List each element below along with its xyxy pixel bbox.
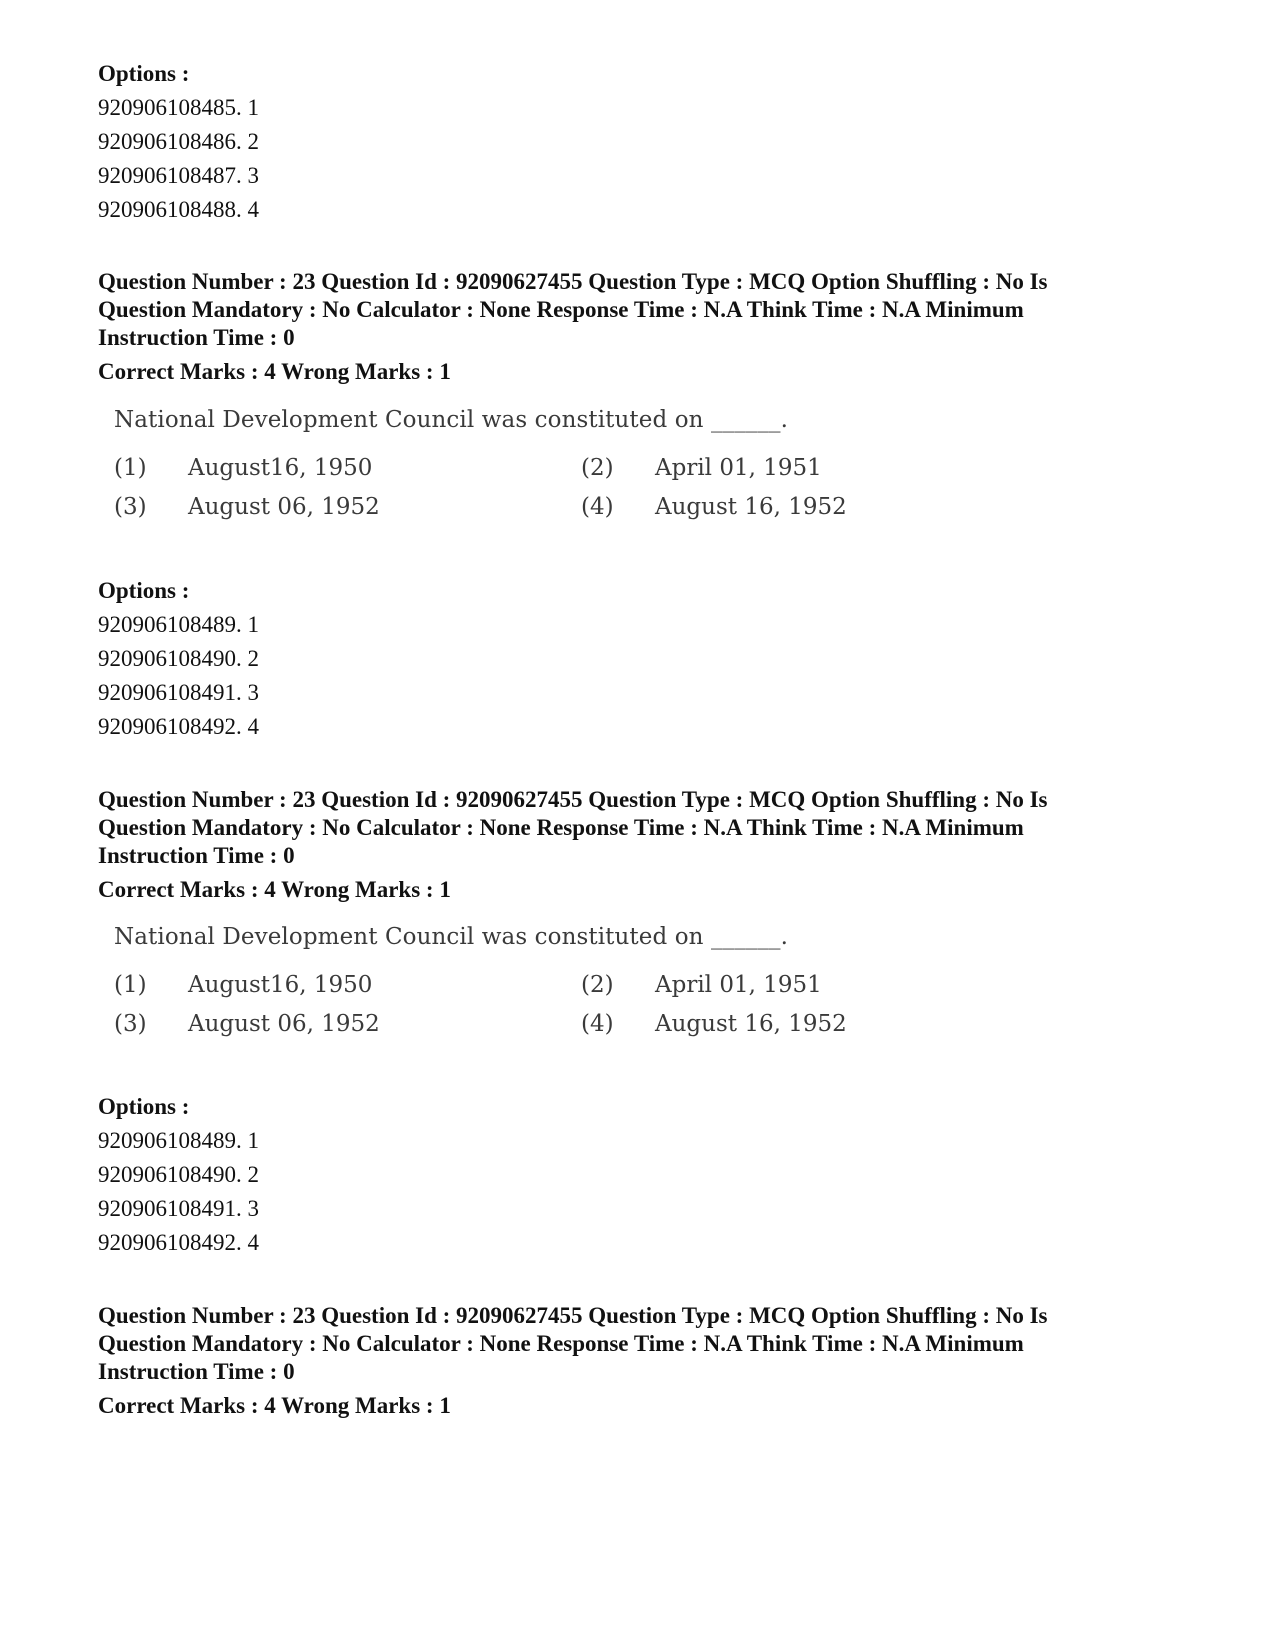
choice-text: August 06, 1952 [188, 1011, 380, 1037]
choice-number: (2) [581, 455, 614, 481]
marks-line: Correct Marks : 4 Wrong Marks : 1 [98, 359, 451, 384]
option-line: 920906108486. 2 [98, 129, 259, 154]
choice-text: April 01, 1951 [655, 455, 822, 481]
marks-line: Correct Marks : 4 Wrong Marks : 1 [98, 877, 451, 902]
question-text: National Development Council was constituted on ______. [114, 407, 789, 433]
question-header-line: Question Number : 23 Question Id : 92090627455 Question Type : MCQ Option Shuffling : No Is [98, 1303, 1048, 1328]
question-header-line: Instruction Time : 0 [98, 843, 295, 868]
option-line: 920906108491. 3 [98, 1196, 259, 1221]
choice-number: (3) [114, 494, 147, 520]
options-heading: Options : [98, 61, 190, 86]
option-line: 920906108489. 1 [98, 1128, 259, 1153]
question-image [98, 922, 898, 1057]
question-header-line: Question Mandatory : No Calculator : None Response Time : N.A Think Time : N.A Minimum [98, 1331, 1024, 1356]
choice-text: August 16, 1952 [655, 494, 847, 520]
question-header-line: Question Mandatory : No Calculator : None Response Time : N.A Think Time : N.A Minimum [98, 297, 1024, 322]
choice-text: August 16, 1952 [655, 1011, 847, 1037]
question-image [98, 405, 898, 540]
choice-number: (3) [114, 1011, 147, 1037]
option-line: 920906108492. 4 [98, 714, 259, 739]
options-block [98, 57, 1178, 227]
choice-text: August16, 1950 [188, 455, 373, 481]
question-header-line: Instruction Time : 0 [98, 325, 295, 350]
choice-number: (4) [581, 1011, 614, 1037]
option-line: 920906108491. 3 [98, 680, 259, 705]
option-line: 920906108490. 2 [98, 646, 259, 671]
question-header-line: Question Number : 23 Question Id : 92090627455 Question Type : MCQ Option Shuffling : No Is [98, 269, 1048, 294]
option-line: 920906108485. 1 [98, 95, 259, 120]
choice-text: August 06, 1952 [188, 494, 380, 520]
question-header-block [98, 786, 1178, 904]
question-header-block [98, 1302, 1178, 1420]
question-text: National Development Council was constituted on ______. [114, 924, 789, 950]
option-line: 920906108492. 4 [98, 1230, 259, 1255]
choice-number: (1) [114, 972, 147, 998]
options-heading: Options : [98, 578, 190, 603]
option-line: 920906108490. 2 [98, 1162, 259, 1187]
choice-text: April 01, 1951 [655, 972, 822, 998]
question-header-line: Instruction Time : 0 [98, 1359, 295, 1384]
choice-number: (4) [581, 494, 614, 520]
choice-number: (1) [114, 455, 147, 481]
question-header-line: Question Number : 23 Question Id : 92090627455 Question Type : MCQ Option Shuffling : No Is [98, 787, 1048, 812]
marks-line: Correct Marks : 4 Wrong Marks : 1 [98, 1393, 451, 1418]
option-line: 920906108489. 1 [98, 612, 259, 637]
options-heading: Options : [98, 1094, 190, 1119]
option-line: 920906108488. 4 [98, 197, 259, 222]
option-line: 920906108487. 3 [98, 163, 259, 188]
choice-number: (2) [581, 972, 614, 998]
options-block [98, 574, 1178, 744]
question-header-block [98, 268, 1178, 386]
options-block [98, 1090, 1178, 1260]
question-header-line: Question Mandatory : No Calculator : None Response Time : N.A Think Time : N.A Minimum [98, 815, 1024, 840]
choice-text: August16, 1950 [188, 972, 373, 998]
